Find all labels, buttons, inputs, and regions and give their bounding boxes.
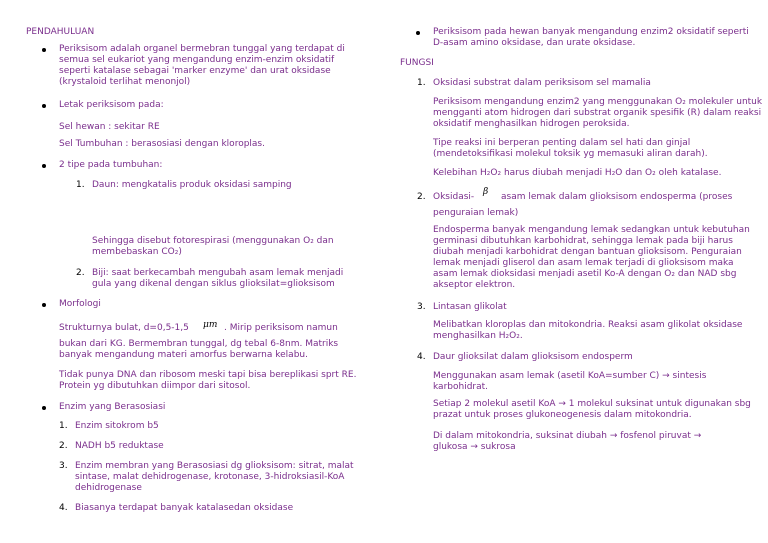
function-detail: Endosperma banyak mengandung lemak sedangkan untuk kebutuhan germinasi dibutuhkan karbohidrat, sehingga lemak pada biji harus diubah menjadi karbohidrat dengan bantuan glioksisom. Penguraian lemak menjadi gliserol dan asam lemak terjadi di glioksisom maka asam lemak dioksidasi menjadi asetil Ko-A dengan O₂ dan NAD sbg akseptor elektron. bbox=[433, 225, 750, 290]
list-number: 4. bbox=[417, 352, 426, 362]
function-detail: Tipe reaksi ini berperan penting dalam sel hati dan ginjal (mendetoksifikasi molekul toksik yg memasuki aliran darah). bbox=[433, 138, 708, 159]
enzyme-item: Biasanya terdapat banyak katalasedan oksidase bbox=[75, 503, 294, 513]
paragraph-animal-enzymes: Periksisom pada hewan banyak mengandung enzim2 oksidatif seperti D-asam amino oksidase, dan urate oksidase. bbox=[433, 27, 749, 48]
list-number: 1. bbox=[76, 180, 85, 190]
function-detail: Di dalam mitokondria, suksinat diubah → fosfenol piruvat → glukosa → sukrosa bbox=[433, 431, 702, 452]
paragraph-morphology: Morfologi bbox=[59, 299, 101, 309]
bullet-icon bbox=[42, 104, 46, 108]
location-plant: Sel Tumbuhan : berasosiasi dengan kloroplas. bbox=[59, 139, 265, 149]
bullet-icon bbox=[42, 303, 46, 307]
function-detail: Menggunakan asam lemak (asetil KoA=sumber C) → sintesis karbohidrat. bbox=[433, 371, 707, 392]
paragraph-enzymes: Enzim yang Berasosiasi bbox=[59, 402, 166, 412]
list-number: 2. bbox=[417, 192, 426, 202]
beta-symbol: β bbox=[483, 187, 489, 197]
micrometer-symbol: μm bbox=[203, 320, 218, 330]
section-heading-fungsi: FUNGSI bbox=[400, 58, 434, 68]
morphology-text-mid: . Mirip periksisom namun bbox=[224, 323, 338, 333]
list-number: 4. bbox=[59, 503, 68, 513]
location-animal: Sel hewan : sekitar RE bbox=[59, 122, 160, 132]
section-heading-pendahuluan: PENDAHULUAN bbox=[26, 27, 95, 37]
enzyme-item: Enzim sitokrom b5 bbox=[75, 421, 159, 431]
morphology-text-start: Strukturnya bulat, d=0,5-1,5 bbox=[59, 323, 189, 333]
bullet-icon bbox=[42, 406, 46, 410]
plant-type-leaf-detail: Sehingga disebut fotorespirasi (menggunakan O₂ dan membebaskan CO₂) bbox=[92, 236, 334, 257]
function-title-line2: penguraian lemak) bbox=[433, 208, 519, 218]
paragraph-location: Letak periksisom pada: bbox=[59, 100, 164, 110]
function-detail: Kelebihan H₂O₂ harus diubah menjadi H₂O dan O₂ oleh katalase. bbox=[433, 168, 722, 178]
list-number: 1. bbox=[59, 421, 68, 431]
function-title: Daur glioksilat dalam glioksisom endosperm bbox=[433, 352, 633, 362]
function-detail: Periksisom mengandung enzim2 yang menggunakan O₂ molekuler untuk mengganti atom hidrogen dari substrat organik spesifik (R) dalam reaksi oksidatif menghasilkan hidrogen peroksida. bbox=[433, 97, 763, 129]
plant-type-seed: Biji: saat berkecambah mengubah asam lemak menjadi gula yang dikenal dengan siklus glioksilat=glioksisom bbox=[92, 268, 344, 289]
function-title-end: asam lemak dalam glioksisom endosperma (proses bbox=[501, 192, 733, 202]
list-number: 3. bbox=[59, 461, 68, 471]
list-number: 2. bbox=[59, 441, 68, 451]
list-number: 2. bbox=[76, 268, 85, 278]
bullet-icon bbox=[416, 31, 420, 35]
enzyme-item: Enzim membran yang Berasosiasi dg glioksisom: sitrat, malat sintase, malat dehidrogenase, krotonase, 3-hidroksiasil-KoA dehidrogenase bbox=[75, 461, 354, 493]
paragraph-definition: Periksisom adalah organel bermebran tunggal yang terdapat di semua sel eukariot yang mengandung enzim-enzim oksidatif seperti katalase sebagai 'marker enzyme' dan urat oksidase (krystaloid terlihat menonjol) bbox=[59, 44, 345, 87]
plant-type-leaf: Daun: mengkatalis produk oksidasi samping bbox=[92, 180, 292, 190]
function-title-start: Oksidasi- bbox=[433, 192, 475, 202]
enzyme-item: NADH b5 reduktase bbox=[75, 441, 164, 451]
list-number: 3. bbox=[417, 302, 426, 312]
bullet-icon bbox=[42, 48, 46, 52]
function-detail: Setiap 2 molekul asetil KoA → 1 molekul suksinat untuk digunakan sbg prazat untuk proses glukoneogenesis dalam mitokondria. bbox=[433, 399, 751, 420]
morphology-text-end: bukan dari KG. Bermembran tunggal, dg tebal 6-8nm. Matriks banyak mengandung materi amorfus berwarna kelabu. bbox=[59, 339, 339, 360]
bullet-icon bbox=[42, 164, 46, 168]
function-detail: Melibatkan kloroplas dan mitokondria. Reaksi asam glikolat oksidase menghasilkan H₂O₂. bbox=[433, 320, 743, 341]
morphology-dna: Tidak punya DNA dan ribosom meski tapi bisa bereplikasi sprt RE. Protein yg dibutuhkan diimpor dari sitosol. bbox=[59, 370, 357, 391]
function-title: Oksidasi substrat dalam periksisom sel mamalia bbox=[433, 78, 651, 88]
paragraph-plant-types: 2 tipe pada tumbuhan: bbox=[59, 160, 163, 170]
function-title: Lintasan glikolat bbox=[433, 302, 507, 312]
list-number: 1. bbox=[417, 78, 426, 88]
